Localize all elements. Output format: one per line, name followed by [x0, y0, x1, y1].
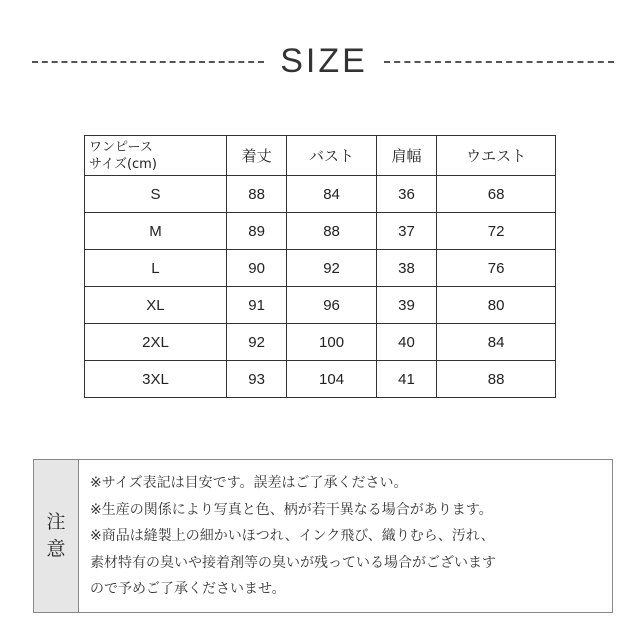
table-cell: 96 — [287, 287, 377, 324]
size-label-cell: XL — [85, 287, 227, 324]
table-corner-header — [85, 136, 227, 176]
table-cell: 88 — [437, 361, 556, 398]
table-cell: 40 — [377, 324, 437, 361]
table-cell: 68 — [437, 176, 556, 213]
table-row — [85, 287, 556, 324]
table-cell: 38 — [377, 250, 437, 287]
size-label-cell: 2XL — [85, 324, 227, 361]
notice-text — [90, 470, 606, 603]
table-cell: 93 — [227, 361, 287, 398]
table-row — [85, 176, 556, 213]
size-label-cell: S — [85, 176, 227, 213]
size-table — [84, 135, 556, 398]
size-label-cell: L — [85, 250, 227, 287]
table-cell: 104 — [287, 361, 377, 398]
table-cell: 36 — [377, 176, 437, 213]
table-cell: 84 — [287, 176, 377, 213]
size-label-cell: 3XL — [85, 361, 227, 398]
notice-line: ※商品は縫製上の細かいほつれ、インク飛び、織りむら、汚れ、 — [90, 528, 495, 544]
table-row — [85, 250, 556, 287]
table-cell: 84 — [437, 324, 556, 361]
table-cell: 41 — [377, 361, 437, 398]
size-label-cell: M — [85, 213, 227, 250]
title-dash-left — [32, 61, 264, 63]
corner-label-line1: ワンピース — [89, 139, 153, 155]
notice-box — [33, 459, 613, 613]
table-cell: 80 — [437, 287, 556, 324]
column-header-shoulder: 肩幅 — [377, 136, 437, 176]
notice-label — [34, 460, 79, 612]
table-cell: 37 — [377, 213, 437, 250]
title-dash-right — [384, 61, 614, 63]
table-cell: 76 — [437, 250, 556, 287]
notice-label-char1: 注 — [46, 511, 66, 533]
table-row — [85, 361, 556, 398]
page-title: SIZE — [280, 42, 368, 80]
table-cell: 92 — [227, 324, 287, 361]
table-row — [85, 213, 556, 250]
table-cell: 89 — [227, 213, 287, 250]
corner-label-line2: サイズ(cm) — [89, 156, 157, 172]
table-cell: 90 — [227, 250, 287, 287]
notice-line: ので予めご了承くださいませ。 — [90, 581, 286, 597]
table-cell: 92 — [287, 250, 377, 287]
table-cell: 100 — [287, 324, 377, 361]
column-header-bust: バスト — [287, 136, 377, 176]
table-cell: 91 — [227, 287, 287, 324]
notice-line: 素材特有の臭いや接着剤等の臭いが残っている場合がございます — [90, 554, 496, 571]
column-header-waist: ウエスト — [437, 136, 556, 176]
column-header-length: 着丈 — [227, 136, 287, 176]
title-row — [0, 38, 640, 84]
notice-line: ※生産の関係により写真と色、柄が若干異なる場合があります。 — [90, 501, 493, 518]
notice-label-char2: 意 — [46, 538, 66, 560]
table-row — [85, 324, 556, 361]
notice-line: ※サイズ表記は目安です。誤差はご了承ください。 — [90, 475, 408, 491]
table-cell: 72 — [437, 213, 556, 250]
table-cell: 39 — [377, 287, 437, 324]
table-header-row — [85, 136, 556, 176]
table-cell: 88 — [287, 213, 377, 250]
table-cell: 88 — [227, 176, 287, 213]
